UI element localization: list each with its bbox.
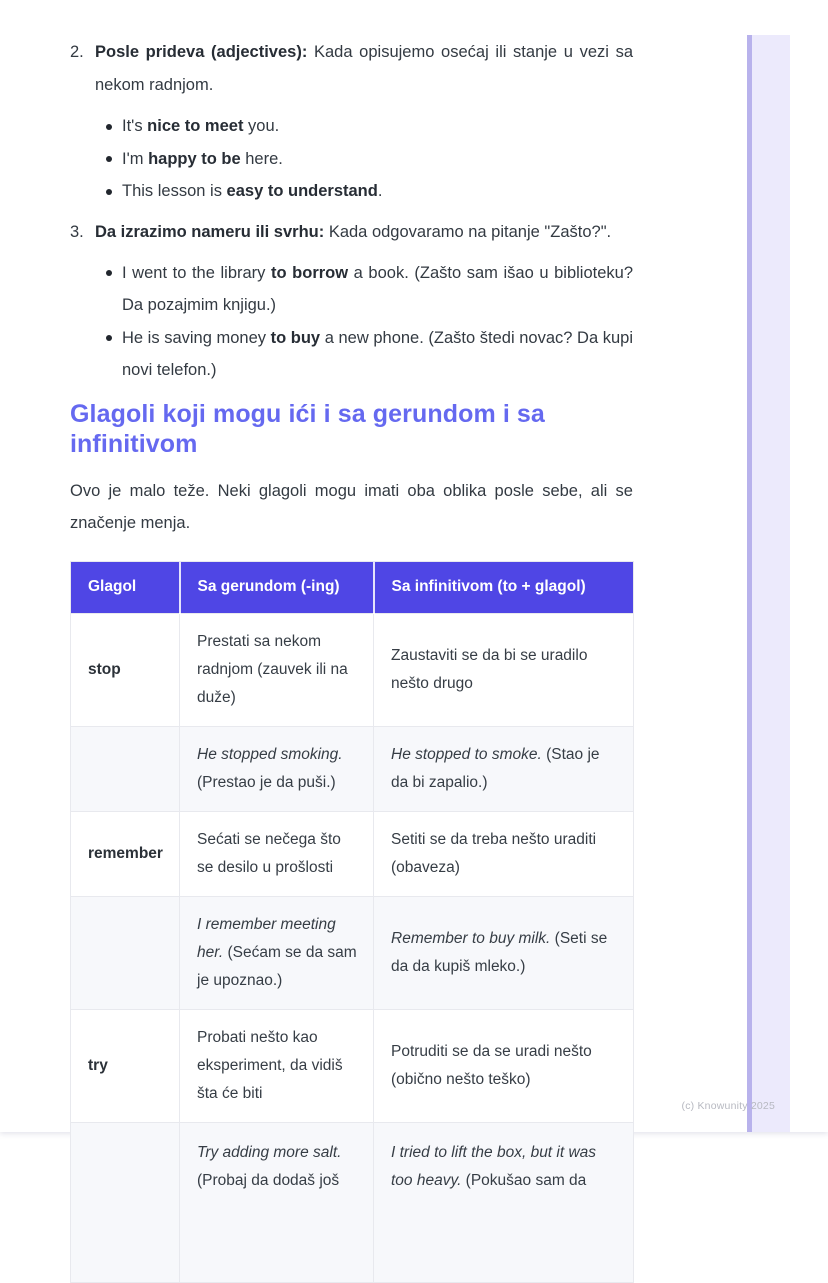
gerund-cell: Try adding more salt. (Probaj da dodaš još xyxy=(180,1122,374,1282)
bullet-text: I went to the library to borrow a book. (Zašto sam išao u biblioteku? Da pozajmim knjigu.) xyxy=(122,263,633,314)
bullet-list-adjectives xyxy=(70,110,633,208)
gerund-cell: He stopped smoking. (Prestao je da puši.) xyxy=(180,726,374,811)
table-row xyxy=(71,896,634,1009)
bullet-icon xyxy=(106,335,112,341)
bullet-text: This lesson is easy to understand. xyxy=(122,182,383,200)
infinitive-cell: He stopped to smoke. (Stao je da bi zapalio.) xyxy=(374,726,634,811)
table-row xyxy=(71,613,634,726)
table-row xyxy=(71,811,634,896)
list-item xyxy=(70,175,633,208)
list-item xyxy=(70,257,633,322)
header-cell-glagol: Glagol xyxy=(71,561,180,613)
item-number: 3. xyxy=(70,222,84,241)
gerund-cell: Prestati sa nekom radnjom (zauvek ili na duže) xyxy=(180,613,374,726)
verb-cell: stop xyxy=(71,613,180,726)
gerund-cell: Sećati se nečega što se desilo u prošlosti xyxy=(180,811,374,896)
lesson-content xyxy=(70,36,633,1283)
verb-cell xyxy=(71,1122,180,1282)
list-item xyxy=(70,110,633,143)
numbered-item-2 xyxy=(70,36,633,102)
infinitive-cell: Zaustaviti se da bi se uradilo nešto drugo xyxy=(374,613,634,726)
intro-paragraph: Ovo je malo teže. Neki glagoli mogu imati oba oblika posle sebe, ali se značenje menja. xyxy=(70,481,633,532)
item-label: Da izrazimo nameru ili svrhu: xyxy=(95,222,325,241)
bullet-text: It's nice to meet you. xyxy=(122,117,280,135)
verb-cell xyxy=(71,896,180,1009)
infinitive-cell: I tried to lift the box, but it was too heavy. (Pokušao sam da xyxy=(374,1122,634,1282)
bullet-icon xyxy=(106,189,112,195)
section-heading: Glagoli koji mogu ići i sa gerundom i sa infinitivom xyxy=(70,399,545,458)
infinitive-cell: Remember to buy milk. (Seti se da da kupiš mleko.) xyxy=(374,896,634,1009)
gerund-cell: Probati nešto kao eksperiment, da vidiš šta će biti xyxy=(180,1009,374,1122)
header-cell-infinitive: Sa infinitivom (to + glagol) xyxy=(374,561,634,613)
verb-cell: remember xyxy=(71,811,180,896)
table-row xyxy=(71,726,634,811)
bullet-list-purpose xyxy=(70,257,633,387)
list-item xyxy=(70,143,633,176)
header-cell-gerund: Sa gerundom (-ing) xyxy=(180,561,374,613)
item-label: Posle prideva (adjectives): xyxy=(95,43,308,61)
bullet-icon xyxy=(106,270,112,276)
table-row xyxy=(71,1009,634,1122)
copyright-footer: (c) Knowunity 2025 xyxy=(681,1100,775,1112)
verb-cell xyxy=(71,726,180,811)
list-item xyxy=(70,322,633,387)
infinitive-cell: Potruditi se da se uradi nešto (obično nešto teško) xyxy=(374,1009,634,1122)
page-edge-stripe xyxy=(747,35,790,1132)
item-text: Kada opisujemo osećaj ili stanje u vezi sa nekom radnjom. xyxy=(95,43,634,94)
bullet-icon xyxy=(106,156,112,162)
numbered-item-3 xyxy=(70,216,633,249)
gerund-cell: I remember meeting her. (Sećam se da sam je upoznao.) xyxy=(180,896,374,1009)
bullet-text: I'm happy to be here. xyxy=(122,149,283,168)
bullet-icon xyxy=(106,124,112,130)
bullet-text: He is saving money to buy a new phone. (Zašto štedi novac? Da kupi novi telefon.) xyxy=(122,328,633,379)
item-number: 2. xyxy=(70,43,84,61)
infinitive-cell: Setiti se da treba nešto uraditi (obaveza) xyxy=(374,811,634,896)
verbs-table xyxy=(70,561,634,1283)
verb-cell: try xyxy=(71,1009,180,1122)
item-text: Kada odgovaramo na pitanje "Zašto?". xyxy=(324,222,612,241)
table-row xyxy=(71,1122,634,1282)
table-header-row xyxy=(71,561,634,613)
